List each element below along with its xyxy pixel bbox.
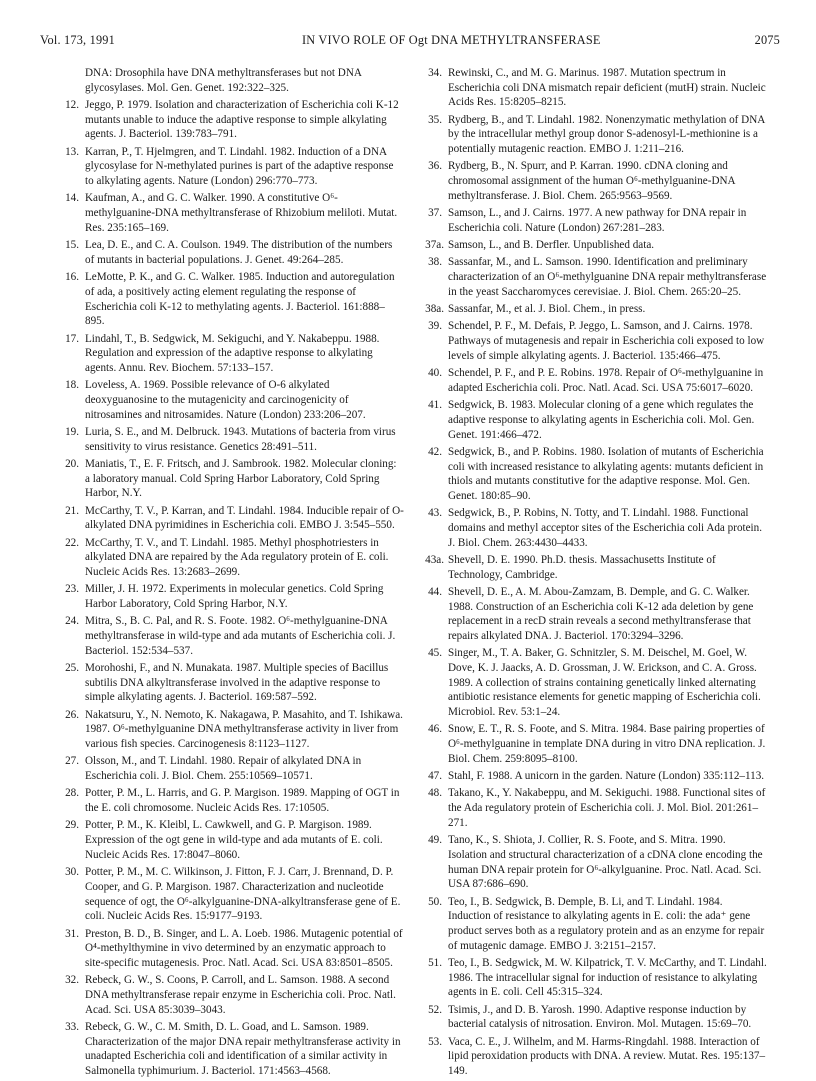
reference-number: 38. <box>428 256 442 269</box>
reference-item <box>425 646 767 720</box>
reference-number: 42. <box>428 445 442 458</box>
reference-text: Morohoshi, F., and N. Munakata. 1987. Multiple species of Bacillus subtilis DNA alkyltransferase involved in the adaptive response to simple alkylating agents. J. Bacteriol. 169:587–592. <box>85 662 389 704</box>
journal-volume: Vol. 173, 1991 <box>40 33 115 47</box>
references-right-column <box>425 66 767 1081</box>
reference-item <box>62 238 404 267</box>
running-title: IN VIVO ROLE OF Ogt DNA METHYLTRANSFERASE <box>302 33 601 47</box>
reference-item <box>425 722 767 766</box>
reference-text: Sedgwick, B. 1983. Molecular cloning of a gene which regulates the adaptive response to alkylating agents in Escherichia coli. Mol. Gen. Genet. 191:466–472. <box>448 399 755 441</box>
reference-item <box>62 708 404 752</box>
reference-item <box>62 191 404 235</box>
reference-text: Potter, P. M., L. Harris, and G. P. Margison. 1989. Mapping of OGT in the E. coli chromosome. Nucleic Acids Res. 17:10505. <box>85 787 400 815</box>
reference-number: 27. <box>65 755 79 768</box>
reference-number: 43a. <box>425 553 444 566</box>
reference-text: Teo, I., B. Sedgwick, M. W. Kilpatrick, T. V. McCarthy, and T. Lindahl. 1986. The intracellular signal for induction of resistance to alkylating agents in E. coli. Cell 45:315–324. <box>448 956 767 999</box>
reference-number: 24. <box>65 615 79 628</box>
reference-number: 15. <box>65 239 79 252</box>
reference-text: Stahl, F. 1988. A unicorn in the garden. Nature (London) 335:112–113. <box>448 770 765 783</box>
reference-item <box>425 833 767 892</box>
reference-item <box>425 445 767 504</box>
reference-number: 35. <box>428 113 442 126</box>
reference-number: 22. <box>65 536 79 549</box>
running-header <box>40 33 780 49</box>
reference-number: 28. <box>65 787 79 800</box>
reference-item <box>425 786 767 830</box>
reference-text: Lindahl, T., B. Sedgwick, M. Sekiguchi, and Y. Nakabeppu. 1988. Regulation and expression of the adaptive response to alkylating agents. Annu. Rev. Biochem. 57:133–157. <box>85 332 380 374</box>
reference-text: Lea, D. E., and C. A. Coulson. 1949. The distribution of the numbers of mutants in bacterial populations. J. Genet. 49:264–285. <box>85 239 393 266</box>
reference-number: 14. <box>65 192 79 205</box>
reference-item <box>62 332 404 376</box>
reference-number: 41. <box>428 399 442 412</box>
reference-item <box>425 113 767 157</box>
reference-item <box>62 786 404 815</box>
reference-item <box>425 255 767 299</box>
reference-text: Sedgwick, B., and P. Robins. 1980. Isolation of mutants of Escherichia coli with increased resistance to alkylating agents: mutants deficient in thiols and mutants constitutive for the adaptive response. Mol. Gen. Genet. 180:85–90. <box>448 445 764 502</box>
reference-number: 49. <box>428 834 442 847</box>
reference-text: Sassanfar, M., and L. Samson. 1990. Identification and preliminary characterization of an O⁶-methylguanine DNA repair methyltransferase in the yeast Saccharomyces cerevisiae. J. Biol. Chem. 265:20–25. <box>448 256 767 298</box>
reference-text: Sassanfar, M., et al. J. Biol. Chem., in press. <box>448 303 646 316</box>
reference-item <box>425 1003 767 1032</box>
reference-text: Singer, M., T. A. Baker, G. Schnitzler, S. M. Deischel, M. Goel, W. Dove, K. J. Jaacks, A. D. Grossman, J. W. Erickson, and C. A. Gross. 1989. A collection of strains containing genetically linked alternating antibiotic resistance elements for genetic mapping of Escherichia coli. Microbiol. Rev. 53:1–24. <box>448 647 761 719</box>
reference-text: Takano, K., Y. Nakabeppu, and M. Sekiguchi. 1988. Functional sites of the Ada regulatory protein of Escherichia coli. J. Mol. Biol. 201:261–271. <box>448 787 766 829</box>
reference-item <box>62 536 404 580</box>
reference-item <box>62 614 404 658</box>
reference-number: 25. <box>65 662 79 675</box>
reference-text: Shevell, D. E., A. M. Abou-Zamzam, B. Demple, and G. C. Walker. 1988. Construction of an Escherichia coli K-12 ada deletion by gene replacement in a recD strain reveals a second methyltransferase that repairs alkylated DNA. J. Bacteriol. 170:3294–3296. <box>448 585 754 643</box>
reference-item <box>425 302 767 317</box>
reference-text: Schendel, P. F., M. Defais, P. Jeggo, L. Samson, and J. Cairns. 1978. Pathways of mutagenesis and repair in Escherichia coli exposed to low levels of simple alkylating agents. J. Bacteriol. 135:466–475. <box>448 320 765 362</box>
reference-number: 45. <box>428 647 442 660</box>
reference-item <box>425 769 767 784</box>
reference-number: 37a. <box>425 239 444 252</box>
reference-item <box>62 457 404 501</box>
reference-text: Samson, L., and J. Cairns. 1977. A new pathway for DNA repair in Escherichia coli. Nature (London) 267:281–283. <box>448 207 747 234</box>
reference-item <box>425 66 767 110</box>
reference-number: 33. <box>65 1020 79 1033</box>
reference-text: Rewinski, C., and M. G. Marinus. 1987. Mutation spectrum in Escherichia coli DNA mismatch repair deficient (mutH) strain. Nucleic Acids Res. 15:8205–8215. <box>448 67 766 109</box>
reference-item <box>62 425 404 454</box>
reference-continuation <box>62 66 404 95</box>
reference-text: Miller, J. H. 1972. Experiments in molecular genetics. Cold Spring Harbor Laboratory, Cold Spring Harbor, N.Y. <box>85 583 384 611</box>
reference-item <box>62 582 404 611</box>
reference-number: 47. <box>428 770 442 783</box>
reference-item <box>62 754 404 783</box>
reference-item <box>62 927 404 971</box>
reference-text: Kaufman, A., and G. C. Walker. 1990. A constitutive O⁶-methylguanine-DNA methyltransferase of Rhizobium meliloti. Mutat. Res. 235:165–169. <box>85 192 398 234</box>
reference-number: 44. <box>428 585 442 598</box>
reference-number: 36. <box>428 160 442 173</box>
reference-item <box>425 1035 767 1079</box>
reference-text: Tsimis, J., and D. B. Yarosh. 1990. Adaptive response induction by bacterial catalysis of nitrosation. Environ. Mol. Mutagen. 15:69–70. <box>448 1003 752 1031</box>
reference-text: Olsson, M., and T. Lindahl. 1980. Repair of alkylated DNA in Escherichia coli. J. Biol. Chem. 255:10569–10571. <box>85 755 362 783</box>
reference-item <box>62 865 404 924</box>
reference-text: Karran, P., T. Hjelmgren, and T. Lindahl. 1982. Induction of a DNA glycosylase for N-methylated purines is part of the adaptive response to alkylating agents. Nature (London) 296:770–773. <box>85 145 394 188</box>
reference-number: 13. <box>65 145 79 158</box>
reference-number: 17. <box>65 332 79 345</box>
reference-text: Tano, K., S. Shiota, J. Collier, R. S. Foote, and S. Mitra. 1990. Isolation and structural characterization of a cDNA clone encoding the human DNA repair protein for O⁶-alkylguanine. Proc. Natl. Acad. Sci. USA 87:686–690. <box>448 834 763 891</box>
reference-text: McCarthy, T. V., and T. Lindahl. 1985. Methyl phosphotriesters in alkylated DNA are repaired by the Ada regulatory protein of E. coli. Nucleic Acids Res. 13:2683–2699. <box>85 536 389 579</box>
reference-number: 31. <box>65 927 79 940</box>
reference-item <box>425 398 767 442</box>
reference-item <box>425 553 767 582</box>
reference-text: Rydberg, B., and T. Lindahl. 1982. Nonenzymatic methylation of DNA by the intracellular methyl group donor S-adenosyl-L-methionine is a potentially mutagenic reaction. EMBO J. 1:211–216. <box>448 113 765 156</box>
reference-number: 12. <box>65 99 79 111</box>
reference-item <box>62 661 404 705</box>
reference-number: 18. <box>65 379 79 392</box>
reference-text: Potter, P. M., K. Kleibl, L. Cawkwell, and G. P. Margison. 1989. Expression of the ogt gene in wild-type and ada mutants of E. coli. Nucleic Acids Res. 17:8047–8060. <box>85 819 383 861</box>
reference-text: Loveless, A. 1969. Possible relevance of O-6 alkylated deoxyguanosine to the mutagenicity and carcinogenicity of nitrosamines and nitrosamides. Nature (London) 233:206–207. <box>85 379 366 421</box>
reference-number: 52. <box>428 1003 442 1016</box>
reference-item <box>62 1020 404 1079</box>
reference-number: 16. <box>65 271 79 284</box>
page-number: 2075 <box>754 33 780 47</box>
reference-number: 32. <box>65 974 79 987</box>
reference-text: Schendel, P. F., and P. E. Robins. 1978. Repair of O⁶-methylguanine in adapted Escherichia coli. Proc. Natl. Acad. Sci. USA 75:6017–6020. <box>448 367 764 394</box>
reference-item <box>425 319 767 363</box>
reference-number: 51. <box>428 956 442 969</box>
reference-item <box>425 506 767 550</box>
reference-number: 29. <box>65 819 79 832</box>
reference-number: 38a. <box>425 303 444 316</box>
reference-number: 53. <box>428 1035 442 1048</box>
reference-number: 23. <box>65 583 79 596</box>
reference-text: Mitra, S., B. C. Pal, and R. S. Foote. 1982. O⁶-methylguanine-DNA methyltransferase in wild-type and ada mutants of Escherichia coli. J. Bacteriol. 152:534–537. <box>85 615 396 657</box>
reference-text: Maniatis, T., E. F. Fritsch, and J. Sambrook. 1982. Molecular cloning: a laboratory manual. Cold Spring Harbor Laboratory, Cold Spring Harbor, N.Y. <box>85 457 397 500</box>
reference-text: Rebeck, G. W., S. Coons, P. Carroll, and L. Samson. 1988. A second DNA methyltransferase repair enzyme in Escherichia coli. Proc. Natl. Acad. Sci. USA 85:3039–3043. <box>85 974 396 1016</box>
reference-item <box>62 145 404 189</box>
reference-number: 26. <box>65 708 79 721</box>
reference-number: 43. <box>428 507 442 520</box>
reference-number: 50. <box>428 895 442 908</box>
reference-number: 48. <box>428 787 442 800</box>
reference-item <box>425 585 767 644</box>
reference-number: 21. <box>65 504 79 517</box>
reference-item <box>62 504 404 533</box>
reference-item <box>425 159 767 203</box>
reference-item <box>62 973 404 1017</box>
reference-item <box>425 206 767 235</box>
reference-text: McCarthy, T. V., P. Karran, and T. Lindahl. 1984. Inducible repair of O-alkylated DNA pyrimidines in Escherichia coli. EMBO J. 3:545–550. <box>85 504 404 532</box>
reference-text: Luria, S. E., and M. Delbruck. 1943. Mutations of bacteria from virus sensitivity to virus resistance. Genetics 28:491–511. <box>85 425 396 453</box>
reference-number: 40. <box>428 367 442 380</box>
reference-item <box>425 895 767 954</box>
reference-number: 37. <box>428 207 442 220</box>
reference-text: Potter, P. M., M. C. Wilkinson, J. Fitton, F. J. Carr, J. Brennand, D. P. Cooper, and G. P. Margison. 1987. Characterization and nucleotide sequence of ogt, the O⁶-alkylguanine-DNA-alkyltransferase gene of E. coli. Nucleic Acids Res. 15:9177–9193. <box>85 866 401 923</box>
reference-text: DNA: Drosophila have DNA methyltransferases but not DNA glycosylases. Mol. Gen. Genet. 192:322–325. <box>85 67 362 94</box>
reference-item <box>62 270 404 329</box>
reference-item <box>425 238 767 253</box>
reference-text: Jeggo, P. 1979. Isolation and characterization of Escherichia coli K-12 mutants unable to induce the adaptive response to simple alkylating agents. J. Bacteriol. 139:783–791. <box>85 99 399 141</box>
reference-number: 39. <box>428 320 442 333</box>
reference-text: Nakatsuru, Y., N. Nemoto, K. Nakagawa, P. Masahito, and T. Ishikawa. 1987. O⁶-methylguanine DNA methyltransferase activity in liver from various fish species. Carcinogenesis 8:1123–1127. <box>85 708 403 751</box>
reference-text: LeMotte, P. K., and G. C. Walker. 1985. Induction and autoregulation of ada, a positively acting element regulating the response of Escherichia coli K-12 to methylating agents. J. Bacteriol. 161:888–895. <box>85 271 395 328</box>
reference-item <box>62 378 404 422</box>
reference-number: 30. <box>65 866 79 879</box>
reference-text: Rydberg, B., N. Spurr, and P. Karran. 1990. cDNA cloning and chromosomal assignment of the human O⁶-methylguanine-DNA methyltransferase. J. Biol. Chem. 265:9563–9569. <box>448 160 735 202</box>
reference-number: 19. <box>65 425 79 438</box>
reference-text: Sedgwick, B., P. Robins, N. Totty, and T. Lindahl. 1988. Functional domains and methyl acceptor sites of the Escherichia coli Ada protein. J. Biol. Chem. 263:4430–4433. <box>448 507 763 549</box>
reference-text: Vaca, C. E., J. Wilhelm, and M. Harms-Ringdahl. 1988. Interaction of lipid peroxidation products with DNA. A review. Mutat. Res. 195:137–149. <box>448 1035 766 1078</box>
reference-number: 34. <box>428 67 442 79</box>
reference-text: Snow, E. T., R. S. Foote, and S. Mitra. 1984. Base pairing properties of O⁶-methylguanine in template DNA during in vitro DNA replication. J. Biol. Chem. 259:8095–8100. <box>448 723 766 765</box>
reference-number: 46. <box>428 723 442 736</box>
reference-item <box>62 98 404 142</box>
reference-text: Teo, I., B. Sedgwick, B. Demple, B. Li, and T. Lindahl. 1984. Induction of resistance to alkylating agents in E. coli: the ada⁺ gene product serves both as a regulatory protein and as an enzyme for repair of mutagenic damage. EMBO J. 3:2151–2157. <box>448 895 765 952</box>
reference-item <box>62 818 404 862</box>
reference-item <box>425 366 767 395</box>
reference-text: Shevell, D. E. 1990. Ph.D. thesis. Massachusetts Institute of Technology, Cambridge. <box>448 553 716 581</box>
reference-text: Rebeck, G. W., C. M. Smith, D. L. Goad, and L. Samson. 1989. Characterization of the major DNA repair methyltransferase activity in unadapted Escherichia coli and identification of a similar activity in Salmonella typhimurium. J. Bacteriol. 171:4563–4568. <box>85 1020 401 1078</box>
reference-item <box>425 956 767 1000</box>
reference-text: Samson, L., and B. Derfler. Unpublished data. <box>448 239 655 252</box>
reference-text: Preston, B. D., B. Singer, and L. A. Loeb. 1986. Mutagenic potential of O⁴-methylthymine in vivo determined by an enzymatic approach to site-specific mutagenesis. Proc. Natl. Acad. Sci. USA 83:8501–8505. <box>85 927 403 969</box>
reference-number: 20. <box>65 457 79 470</box>
references-left-column <box>62 66 404 1081</box>
